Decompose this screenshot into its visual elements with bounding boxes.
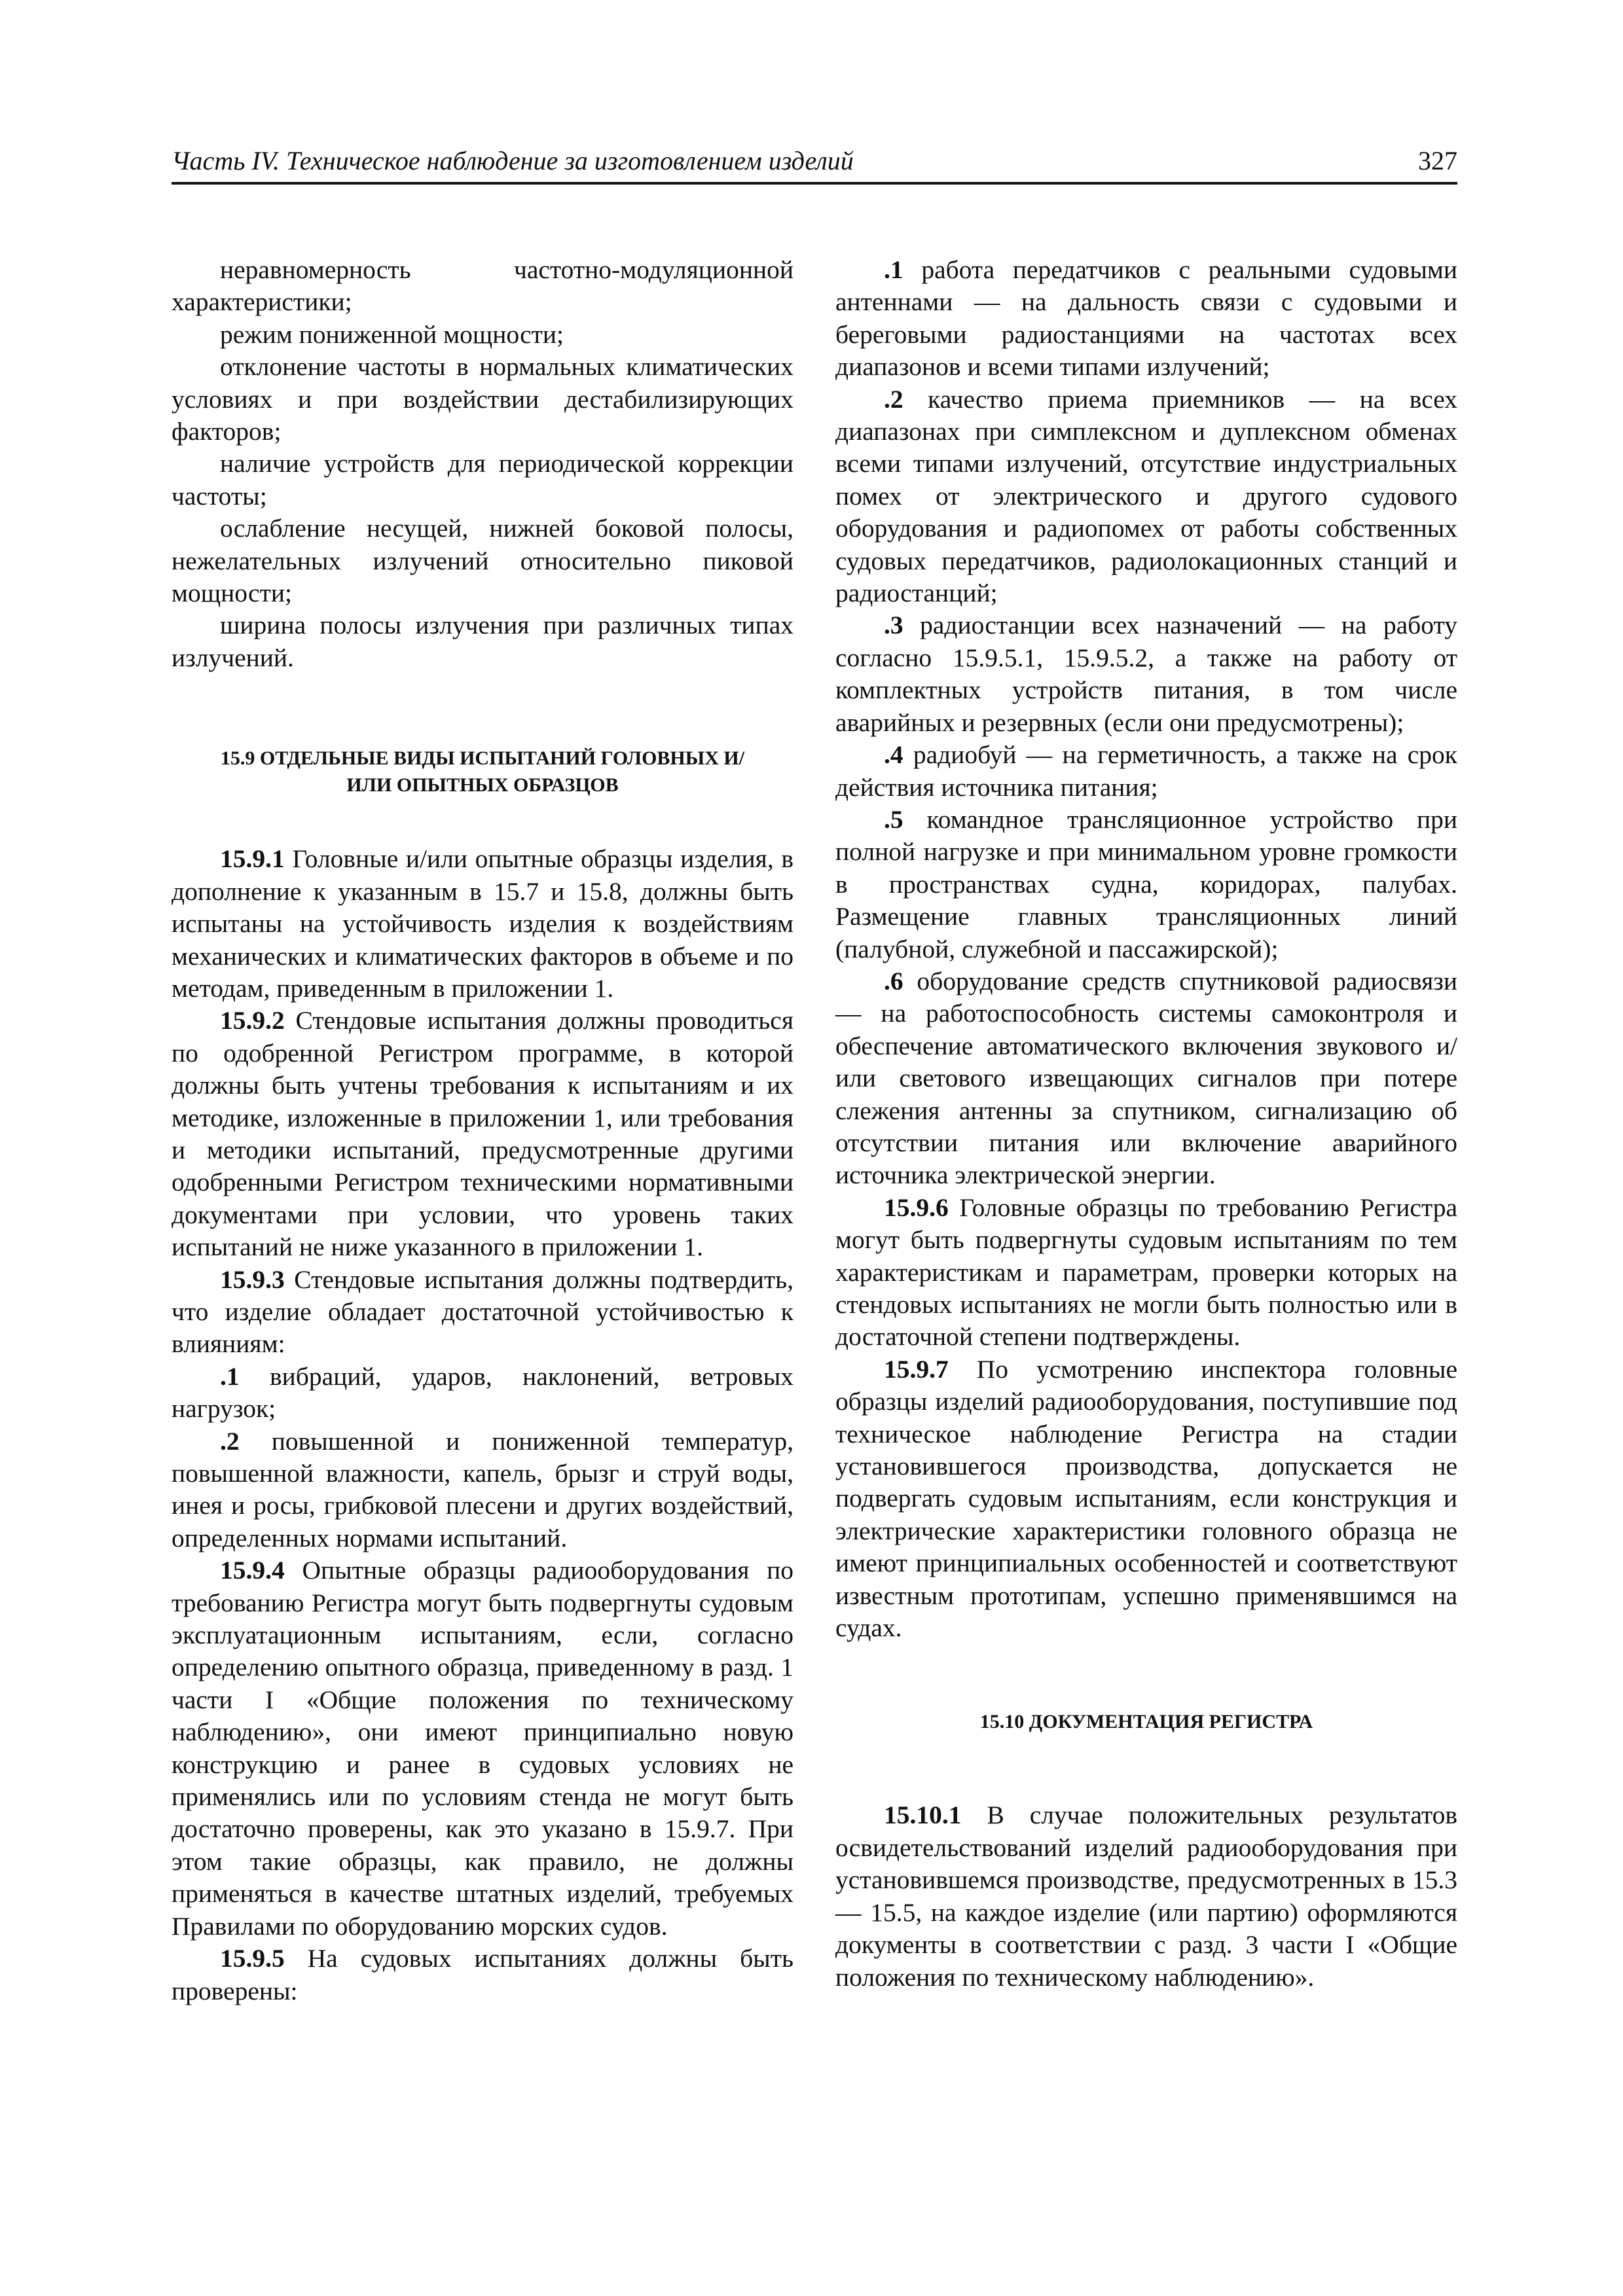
paragraph: наличие устройств для периодической коррекции частоты; <box>172 449 793 511</box>
right-column <box>835 254 1457 1994</box>
clause-15-9-4 <box>172 1554 793 1943</box>
item-number: .4 <box>884 740 903 770</box>
list-item <box>835 609 1457 739</box>
item-number: .3 <box>884 611 903 640</box>
clause-number: 15.9.2 <box>220 1006 285 1035</box>
list-item <box>835 804 1457 965</box>
clause-number: 15.9.4 <box>220 1556 285 1585</box>
clause-text: В случае положительных результатов освидетельствований изделий радиооборудования при установившемся производстве, предусмотренных в 15.3 — 15.5, на каждое изделие (или партию) оформляются документы в соответствии с разд. 3 части I «Общие положения по техническому наблюдению». <box>835 1801 1457 1992</box>
list-item <box>172 1361 793 1426</box>
section-heading-15-9: 15.9 ОТДЕЛЬНЫЕ ВИДЫ ИСПЫТАНИЙ ГОЛОВНЫХ И/ИЛИ ОПЫТНЫХ ОБРАЗЦОВ <box>220 747 745 797</box>
clause-number: 15.9.1 <box>220 844 285 874</box>
clause-text: Стендовые испытания должны проводиться по одобренной Регистром программе, в которой должны быть учтены требования к испытаниям и их методике, изложенные в приложении 1, или требования и методики испытаний, предусмотренные другими одобренными Регистром техническими нормативными документами при условии, что уровень таких испытаний не ниже указанного в приложении 1. <box>172 1006 793 1262</box>
running-header <box>172 145 1457 185</box>
item-number: .5 <box>884 804 903 834</box>
clause-15-9-2 <box>172 1005 793 1263</box>
clause-number: 15.9.6 <box>884 1193 949 1222</box>
list-item <box>835 965 1457 1192</box>
clause-text: Головные и/или опытные образцы изделия, в дополнение к указанным в 15.7 и 15.8, должны быть испытаны на устойчивость изделия к воздействиям механических и климатических факторов в объеме и по методам, приведенным в приложении 1. <box>172 844 793 1003</box>
item-text: качество приема приемников — на всех диапазонах при симплексном и дуплексном обменах всеми типами излучений, отсутствие индустриальных помех от электрического и другого судового оборудования и радиопомех от работы собственных судовых передатчиков, радиолокационных станций и радиостанций; <box>835 384 1457 608</box>
item-number: .1 <box>884 255 903 284</box>
left-column <box>172 254 793 2007</box>
clause-15-9-3 <box>172 1264 793 1361</box>
clause-number: 15.9.5 <box>220 1944 285 1973</box>
clause-text: Стендовые испытания должны подтвердить, что изделие обладает достаточной устойчивостью к влияниям: <box>172 1265 793 1359</box>
item-text: вибраций, ударов, наклонений, ветровых нагрузок; <box>172 1361 793 1424</box>
clause-15-9-7 <box>835 1354 1457 1645</box>
clause-15-9-6 <box>835 1192 1457 1354</box>
item-number: .6 <box>884 966 903 996</box>
header-title: Часть IV. Техническое наблюдение за изготовлением изделий <box>172 146 854 175</box>
list-item <box>835 254 1457 384</box>
paragraph: ширина полосы излучения при различных типах излучений. <box>172 611 793 672</box>
item-text: радиобуй — на герметичность, а также на срок действия источника питания; <box>835 740 1457 802</box>
list-item <box>172 1426 793 1555</box>
item-text: командное трансляционное устройство при полной нагрузке и при минимальном уровне громкости в пространствах судна, коридорах, палубах. Размещение главных трансляционных линий (палубной, служебной и пассажирской); <box>835 804 1457 963</box>
page-number: 327 <box>1418 146 1457 175</box>
clause-text: Головные образцы по требованию Регистра могут быть подвергнуты судовым испытаниям по тем характеристикам и параметрам, проверки которых на стендовых испытаниях не могли быть полностью или в достаточной степени подтверждены. <box>835 1193 1457 1352</box>
clause-15-9-1 <box>172 843 793 1005</box>
clause-15-10-1 <box>835 1799 1457 1993</box>
clause-number: 15.9.3 <box>220 1265 285 1294</box>
item-number: .2 <box>220 1426 240 1456</box>
paragraph: отклонение частоты в нормальных климатических условиях и при воздействии дестабилизирующих факторов; <box>172 352 793 446</box>
item-number: .1 <box>220 1361 240 1391</box>
item-text: оборудование средств спутниковой радиосвязи — на работоспособность системы самоконтроля и обеспечение автоматического включения звукового и/или светового извещающих сигналов при потере слежения антенны за спутником, сигнализацию об отсутствии питания или включение аварийного источника электрической энергии. <box>835 966 1457 1190</box>
item-text: повышенной и пониженной температур, повышенной влажности, капель, брызг и струй воды, инея и росы, грибковой плесени и других воздействий, определенных нормами испытаний. <box>172 1426 793 1552</box>
clause-text: Опытные образцы радиооборудования по требованию Регистра могут быть подвергнуты судовым эксплуатационным испытаниям, если, согласно определению опытного образца, приведенному в разд. 1 части I «Общие положения по техническому наблюдению», они имеют принципиально новую конструкцию и ранее в судовых условиях не применялись или по условиям стенда не могут быть достаточно проверены, как это указано в 15.9.7. При этом такие образцы, как правило, не должны применяться в качестве штатных изделий, требуемых Правилами по оборудованию морских судов. <box>172 1556 793 1941</box>
clause-number: 15.9.7 <box>884 1354 949 1384</box>
clause-text: По усмотрению инспектора головные образцы изделий радиооборудования, поступившие под техническое наблюдение Регистра на стадии установившегося производства, допускается не подвергать судовым испытаниям, если конструкция и электрические характеристики головного образца не имеют принципиальных особенностей и соответствуют известным прототипам, успешно применявшимся на судах. <box>835 1354 1457 1643</box>
paragraph: ослабление несущей, нижней боковой полосы, нежелательных излучений относительно пиковой мощности; <box>172 514 793 608</box>
section-heading-15-10: 15.10 ДОКУМЕНТАЦИЯ РЕГИСТРА <box>979 1711 1313 1733</box>
paragraph: неравномерность частотно-модуляционной характеристики; <box>172 255 793 317</box>
item-text: работа передатчиков с реальными судовыми антеннами — на дальность связи с судовыми и береговыми радиостанциями на частотах всех диапазонов и всеми типами излучений; <box>835 255 1457 382</box>
item-text: радиостанции всех назначений — на работу согласно 15.9.5.1, 15.9.5.2, а также на работу от комплектных устройств питания, в том числе аварийных и резервных (если они предусмотрены); <box>835 611 1457 737</box>
clause-number: 15.10.1 <box>884 1801 962 1830</box>
clause-15-9-5 <box>172 1943 793 2007</box>
clause-text: На судовых испытаниях должны быть проверены: <box>172 1944 793 2005</box>
paragraph: режим пониженной мощности; <box>220 319 564 349</box>
list-item <box>835 739 1457 804</box>
list-item <box>835 384 1457 610</box>
item-number: .2 <box>884 384 903 414</box>
